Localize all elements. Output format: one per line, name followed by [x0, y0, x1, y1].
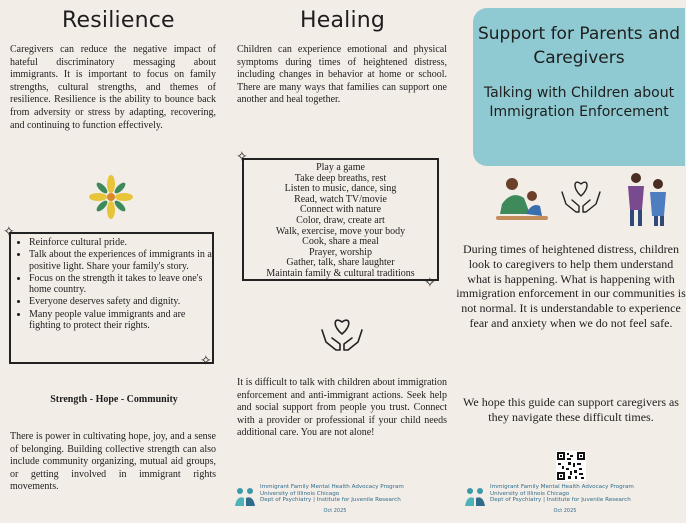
list-item: • Everyone deserves safety and dignity.: [29, 296, 212, 308]
list-item: Prayer, worship: [309, 246, 372, 258]
qr-code-icon[interactable]: [556, 451, 586, 481]
list-item: Cook, share a meal: [302, 236, 379, 248]
hope-paragraph: We hope this guide can support caregivers as they navigate these difficult times.: [463, 395, 679, 424]
list-item: • Focus on the strength it takes to leave one's home country.: [29, 273, 212, 296]
cover-title: Support for Parents and Caregivers: [477, 24, 681, 68]
footer-program: Immigrant Family Mental Health Advocacy Program: [260, 484, 404, 490]
activities-box: [242, 158, 439, 281]
list-item: Gather, talk, share laughter: [286, 257, 395, 269]
flower-icon: [88, 174, 134, 220]
list-item: • Reinforce cultural pride.: [29, 237, 212, 249]
list-item: • Many people value immigrants and are fighting to protect their rights.: [29, 309, 212, 332]
footer-healing: [232, 484, 442, 518]
program-logo-icon: [232, 486, 258, 508]
sparkle-icon: ✧: [424, 275, 436, 291]
footer-text: [490, 484, 634, 504]
support-paragraph: It is difficult to talk with children about immigration enforcement and anti-immigrant actions. Seek help and social support from people you trust. Connect with a provider or professional if your child needs additional care. You are not alone!: [237, 377, 447, 439]
tagline: Strength - Hope - Community: [50, 394, 178, 405]
healing-title: Healing: [300, 8, 386, 33]
distress-paragraph: During times of heightened distress, children look to caregivers to help them understand what is happening. What is happening with immigration enforcement in our communities is not normal. It is understandable to experience fear and anxiety when we do not feel safe.: [456, 242, 686, 330]
list-item: Color, draw, create art: [296, 214, 385, 226]
footer-text: [260, 484, 404, 504]
activities-list: [244, 163, 437, 280]
cover-subtitle: Talking with Children about Immigration Enforcement: [483, 85, 675, 120]
resilience-bullet-list: [11, 237, 212, 332]
healing-panel: [228, 0, 456, 523]
healing-paragraph: Children can experience emotional and physical symptoms during times of heightened distress, including changes in behavior at home or school. There are many ways that families can support one another and heal together.: [237, 44, 447, 106]
sparkle-icon: ✧: [200, 353, 212, 369]
list-item: Play a game: [316, 162, 365, 173]
resilience-title: Resilience: [62, 8, 175, 33]
list-item: Maintain family & cultural traditions: [266, 267, 415, 279]
cover-panel: [456, 0, 686, 523]
family-illustration-icon: [486, 170, 676, 230]
list-item: Read, watch TV/movie: [294, 193, 387, 205]
resilience-panel: [0, 0, 228, 523]
title-box: [473, 8, 685, 166]
program-logo-icon: [462, 486, 488, 508]
list-item: Walk, exercise, move your body: [275, 225, 406, 237]
resilience-paragraph: Caregivers can reduce the negative impact of hateful discriminatory messaging about immigrants. It is important to focus on family strengths, cultural strengths, and themes of resilience. Resilience is the ability to bounce back from adversity or stress by adapting, recovering, and continuing to function effectively.: [10, 44, 216, 131]
list-item: Take deep breaths, rest: [294, 172, 387, 184]
footer-university: University of Illinois Chicago: [490, 490, 570, 497]
footer-program: Immigrant Family Mental Health Advocacy Program: [490, 484, 634, 490]
list-item: • Talk about the experiences of immigrants in a positive light. Share your family's story.: [29, 249, 212, 272]
heart-hands-icon: [318, 312, 366, 356]
footer-date: Oct 2025: [323, 508, 347, 514]
list-item: Connect with nature: [299, 204, 382, 216]
footer-dept: Dept of Psychiatry | Institute for Juvenile Research: [490, 497, 631, 504]
footer-university: University of Illinois Chicago: [260, 490, 340, 497]
list-item: Listen to music, dance, sing: [284, 183, 397, 195]
footer-date: Oct 2025: [553, 508, 577, 514]
sparkle-icon: ✧: [236, 149, 248, 165]
footer-cover: [462, 484, 672, 518]
sparkle-icon: ✧: [3, 224, 15, 240]
community-paragraph: There is power in cultivating hope, joy, and a sense of belonging. Building collective strength can also include community organizing, mutual aid groups, or getting involved in immigrant rights movements.: [10, 431, 216, 493]
footer-dept: Dept of Psychiatry | Institute for Juvenile Research: [260, 497, 401, 504]
cultural-pride-box: [9, 232, 214, 364]
